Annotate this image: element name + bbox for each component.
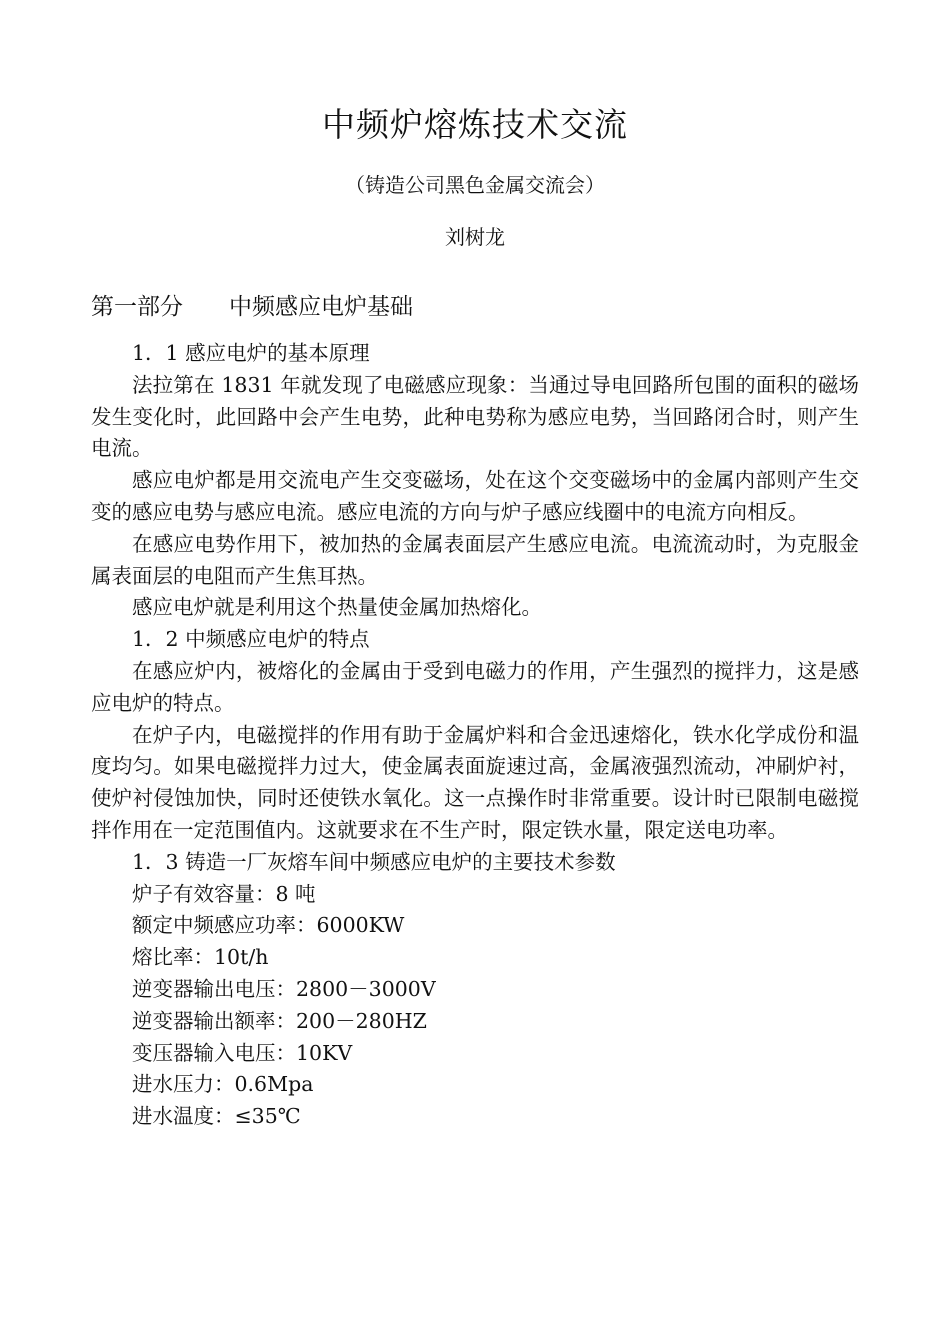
paragraph: 在炉子内，电磁搅拌的作用有助于金属炉料和合金迅速熔化，铁水化学成份和温度均匀。如果电磁搅拌力过大，使金属表面旋速过高，金属液强烈流动，冲刷炉衬，使炉衬侵蚀加快，同时还使铁水氧化。这一点操作时非常重要。设计时已限制电磁搅拌作用在一定范围值内。这就要求在不生产时，限定铁水量，限定送电功率。: [91, 722, 859, 842]
paragraph: 在感应电势作用下，被加热的金属表面层产生感应电流。电流流动时，为克服金属表面层的电阻而产生焦耳热。: [91, 531, 859, 588]
parameter-line: 进水温度：≤35℃: [132, 1104, 301, 1129]
parameter-line: 逆变器输出电压：2800－3000V: [132, 976, 436, 1001]
subsection-heading: 1．2 中频感应电炉的特点: [132, 627, 370, 652]
paragraph: 感应电炉就是利用这个热量使金属加热熔化。: [132, 595, 542, 620]
document-subtitle: （铸造公司黑色金属交流会）: [345, 173, 605, 197]
paragraph: 感应电炉都是用交流电产生交变磁场，处在这个交变磁场中的金属内部则产生交变的感应电势与感应电流。感应电流的方向与炉子感应线圈中的电流方向相反。: [91, 468, 859, 524]
document-title: 中频炉熔炼技术交流: [322, 105, 628, 144]
paragraph: 在感应炉内，被熔化的金属由于受到电磁力的作用，产生强烈的搅拌力，这是感应电炉的特点。: [91, 658, 859, 715]
parameter-line: 变压器输入电压：10KV: [132, 1040, 353, 1065]
subsection-heading: 1．3 铸造一厂灰熔车间中频感应电炉的主要技术参数: [132, 849, 616, 874]
document-body: [91, 338, 859, 1133]
parameter-line: 逆变器输出额率：200－280HZ: [132, 1008, 427, 1033]
parameter-line: 额定中频感应功率：6000KW: [132, 913, 405, 938]
subsection-heading: 1．1 感应电炉的基本原理: [132, 341, 370, 365]
section-title: 第一部分 中频感应电炉基础: [91, 294, 413, 320]
paragraph: 法拉第在 1831 年就发现了电磁感应现象：当通过导电回路所包围的面积的磁场发生变化时，此回路中会产生电势，此种电势称为感应电势，当回路闭合时，则产生电流。: [91, 372, 859, 461]
document-author: 刘树龙: [445, 225, 505, 249]
parameter-line: 熔比率：10t/h: [132, 945, 269, 970]
parameter-line: 炉子有效容量：8 吨: [132, 881, 316, 906]
parameter-line: 进水压力：0.6Mpa: [132, 1072, 314, 1097]
